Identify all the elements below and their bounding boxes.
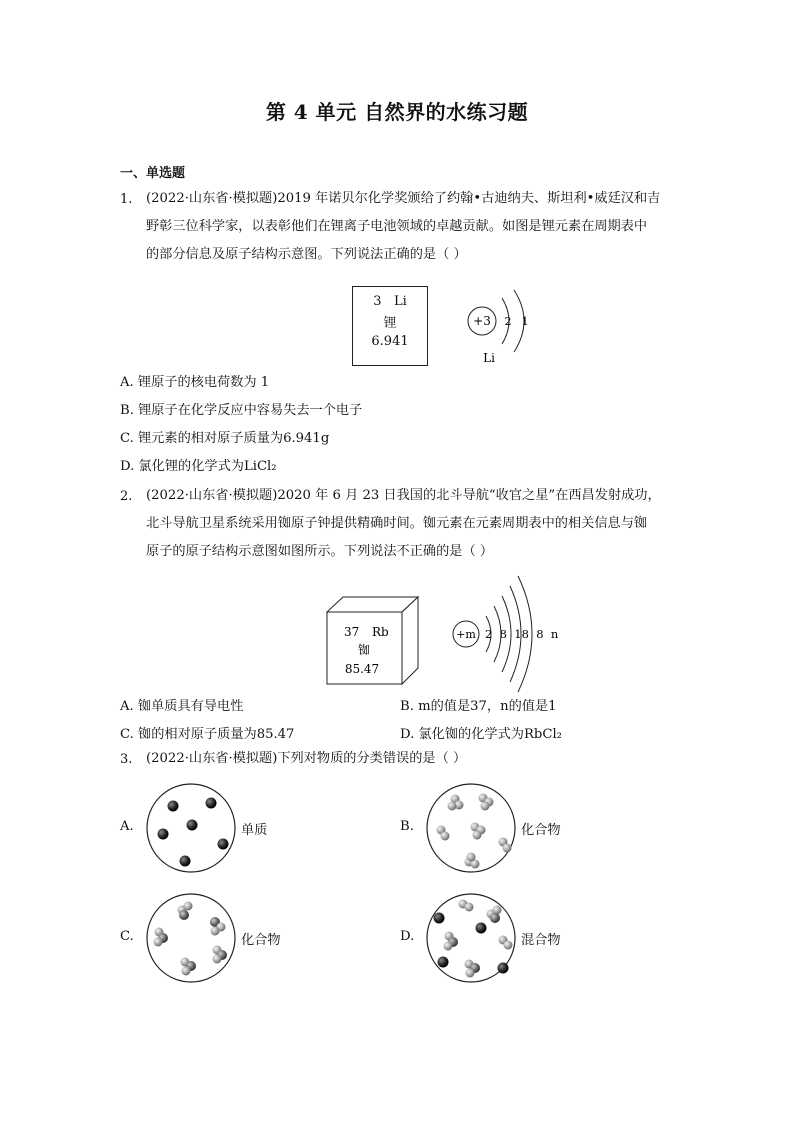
question-1-option-c: C. 锂元素的相对原子质量为6.941g	[120, 431, 330, 446]
question-3-option-b-letter: B.	[400, 819, 414, 834]
atom	[438, 957, 449, 968]
page-title: 第 4 单元 自然界的水练习题	[265, 100, 529, 124]
rubidium-nucleus-charge: +m	[456, 628, 476, 641]
lithium-name: 锂	[383, 316, 397, 331]
question-3-line-1: (2022·山东省·模拟题)下列对物质的分类错误的是（ ）	[146, 751, 467, 766]
atom	[187, 820, 198, 831]
question-1-line-1: (2022·山东省·模拟题)2019 年诺贝尔化学奖颁给了约翰•古迪纳夫、斯坦利•威廷汉和吉	[146, 191, 661, 206]
rubidium-symbol: Rb	[372, 625, 389, 639]
rubidium-name: 铷	[357, 643, 371, 657]
question-2-option-d: D. 氯化铷的化学式为RbCl₂	[400, 727, 562, 742]
section-heading: 一、单选题	[120, 166, 186, 181]
question-2-line-2: 北斗导航卫星系统采用铷原子钟提供精确时间。铷元素在元素周期表中的相关信息与铷	[146, 516, 648, 531]
cube-side-face	[402, 597, 418, 684]
lithium-element-cell	[352, 286, 428, 366]
rubidium-mass: 85.47	[344, 662, 380, 676]
option-d-particle-diagram	[425, 892, 517, 984]
question-3-option-c-letter: C.	[120, 929, 134, 944]
question-2-line-1: (2022·山东省·模拟题)2020 年 6 月 23 日我国的北斗导航“收官之星”在西昌发射成功，	[146, 488, 661, 503]
rubidium-element-cube	[326, 596, 420, 686]
lithium-symbol: Li	[393, 294, 407, 309]
atom	[168, 801, 179, 812]
rubidium-shell-counts: 2 8 18 8 n	[485, 627, 558, 641]
question-2-option-b: B. m的值是37，n的值是1	[400, 699, 557, 714]
lithium-atomic-number: 3	[373, 294, 382, 309]
option-b-particle-diagram	[425, 782, 517, 874]
atom	[476, 923, 487, 934]
question-2-line-3: 原子的原子结构示意图如图所示。下列说法不正确的是（ ）	[146, 544, 494, 559]
rubidium-atomic-number: 37	[344, 625, 360, 639]
question-3-option-b-label: 化合物	[521, 823, 561, 838]
atom	[218, 839, 229, 850]
question-3-option-d-label: 混合物	[521, 933, 561, 948]
atom	[180, 856, 191, 867]
question-1-option-a: A. 锂原子的核电荷数为 1	[120, 375, 270, 390]
question-3-option-d-letter: D.	[400, 929, 415, 944]
lithium-atom-diagram	[460, 288, 540, 368]
rubidium-atom-diagram	[448, 570, 558, 695]
option-c-particle-diagram	[145, 892, 237, 984]
option-a-particle-diagram	[145, 782, 237, 874]
atom	[434, 913, 445, 924]
lithium-mass: 6.941	[371, 334, 409, 349]
atom	[498, 963, 509, 974]
lithium-atom-label: Li	[483, 351, 495, 365]
question-3-number: 3.	[120, 752, 133, 767]
question-1-line-3: 的部分信息及原子结构示意图。下列说法正确的是（ ）	[146, 247, 467, 262]
lithium-shell-2-count: 1	[521, 315, 529, 328]
question-2-option-a: A. 铷单质具有导电性	[120, 699, 244, 714]
question-3-option-c-label: 化合物	[241, 933, 281, 948]
question-2-number: 2.	[120, 489, 133, 504]
question-2-option-c: C. 铷的相对原子质量为85.47	[120, 727, 295, 742]
question-3-option-a-letter: A.	[120, 819, 134, 834]
lithium-shell-1-count: 2	[504, 315, 512, 328]
question-1-option-b: B. 锂原子在化学反应中容易失去一个电子	[120, 403, 363, 418]
question-1-number: 1.	[120, 192, 133, 207]
question-3-option-a-label: 单质	[241, 823, 268, 838]
lithium-nucleus-charge: +3	[473, 314, 491, 328]
question-1-option-d: D. 氯化锂的化学式为LiCl₂	[120, 459, 277, 474]
atom	[206, 798, 217, 809]
question-1-line-2: 野彰三位科学家，以表彰他们在锂离子电池领域的卓越贡献。如图是锂元素在周期表中	[146, 219, 648, 234]
atom	[158, 829, 169, 840]
